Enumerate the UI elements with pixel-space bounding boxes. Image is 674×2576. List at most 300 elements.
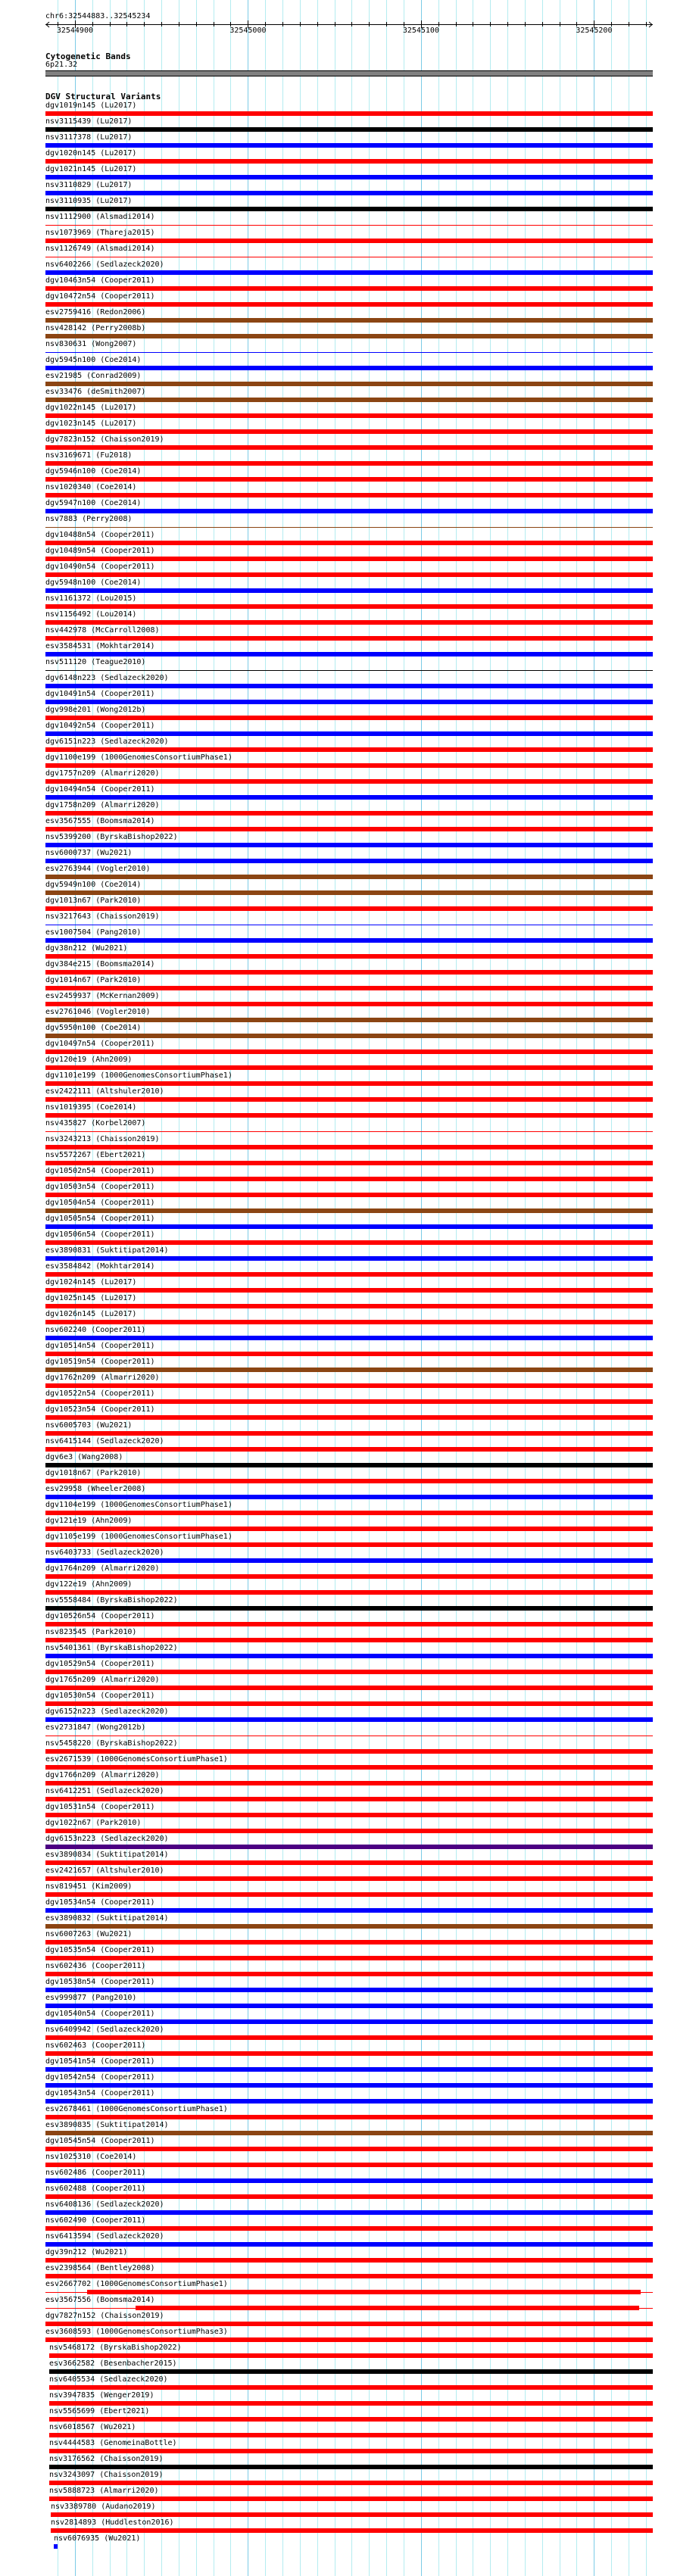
sv-track-row[interactable] [0,1739,674,1755]
sv-track-row[interactable] [0,547,674,563]
sv-track-row[interactable] [0,2041,674,2057]
sv-track-row[interactable] [0,1771,674,1787]
sv-track-row[interactable] [0,324,674,340]
sv-feature-bar[interactable] [45,127,653,132]
sv-track-row[interactable] [0,849,674,865]
sv-feature-bar[interactable] [49,2433,653,2437]
sv-track-row[interactable] [0,1469,674,1485]
sv-track-row[interactable] [0,2455,674,2471]
sv-feature-bar[interactable] [45,1749,653,1754]
sv-feature-bar[interactable] [45,1065,653,1070]
sv-track-row[interactable] [0,2089,674,2105]
sv-track-row[interactable] [0,515,674,531]
sv-feature-bar[interactable] [45,1765,653,1770]
sv-feature-bar[interactable] [45,1304,653,1308]
sv-track-row[interactable] [0,1787,674,1803]
sv-feature-bar[interactable] [54,2544,58,2549]
sv-track-row[interactable] [0,2057,674,2073]
sv-feature-bar[interactable] [45,318,653,323]
sv-track-row[interactable] [0,1167,674,1183]
sv-track-row[interactable] [0,610,674,626]
sv-track-row[interactable] [0,753,674,769]
sv-feature-bar[interactable] [45,811,653,816]
sv-feature-bar[interactable] [45,1447,653,1452]
sv-feature-bar[interactable] [49,2417,653,2422]
sv-feature-line[interactable] [45,352,653,353]
sv-feature-bar[interactable] [136,2306,639,2310]
sv-feature-bar[interactable] [45,382,653,386]
sv-track-row[interactable] [0,2359,674,2375]
sv-track-row[interactable] [0,181,674,197]
sv-track-row[interactable] [0,1835,674,1851]
sv-track-row[interactable] [0,769,674,785]
sv-feature-bar[interactable] [45,1320,653,1324]
sv-track-row[interactable] [0,1660,674,1676]
sv-feature-bar[interactable] [45,1288,653,1293]
sv-feature-bar[interactable] [45,795,653,800]
sv-feature-bar[interactable] [45,366,653,370]
sv-feature-bar[interactable] [45,1399,653,1404]
sv-feature-bar[interactable] [49,2353,653,2358]
sv-track-row[interactable] [0,340,674,356]
sv-track-row[interactable] [0,2248,674,2264]
sv-track-row[interactable] [0,722,674,738]
sv-feature-bar[interactable] [45,1542,653,1547]
sv-track-row[interactable] [0,2518,674,2534]
sv-feature-bar[interactable] [45,2115,653,2119]
sv-feature-bar[interactable] [45,1797,653,1801]
sv-track-row[interactable] [0,372,674,388]
sv-track-row[interactable] [0,944,674,960]
sv-track-row[interactable] [0,1040,674,1056]
sv-feature-bar[interactable] [45,1606,653,1611]
sv-feature-bar[interactable] [45,143,653,148]
sv-feature-bar[interactable] [45,1845,653,1849]
sv-track-row[interactable] [0,435,674,451]
sv-feature-bar[interactable] [45,1590,653,1595]
sv-track-row[interactable] [0,2153,674,2169]
sv-feature-bar[interactable] [45,636,653,641]
sv-track-row[interactable] [0,2169,674,2185]
sv-feature-bar[interactable] [45,1113,653,1118]
sv-feature-bar[interactable] [45,2083,653,2088]
sv-feature-bar[interactable] [45,1527,653,1531]
sv-feature-bar[interactable] [45,2067,653,2072]
sv-feature-bar[interactable] [45,938,653,943]
sv-feature-bar[interactable] [45,906,653,911]
sv-track-row[interactable] [0,2010,674,2026]
sv-feature-bar[interactable] [45,1097,653,1102]
sv-feature-bar[interactable] [45,843,653,847]
sv-feature-bar[interactable] [45,461,653,466]
sv-feature-bar[interactable] [51,2512,653,2517]
sv-feature-bar[interactable] [45,445,653,450]
sv-feature-bar[interactable] [45,2242,653,2247]
sv-track-row[interactable] [0,642,674,658]
sv-track-row[interactable] [0,1008,674,1024]
sv-track-row[interactable] [0,912,674,928]
sv-track-row[interactable] [0,1278,674,1294]
sv-track-row[interactable] [0,833,674,849]
sv-feature-bar[interactable] [49,2496,653,2501]
sv-track-row[interactable] [0,1930,674,1946]
sv-track-row[interactable] [0,2121,674,2137]
sv-feature-bar[interactable] [45,2163,653,2167]
sv-feature-bar[interactable] [45,875,653,879]
sv-feature-bar[interactable] [45,1940,653,1944]
sv-track-row[interactable] [0,563,674,579]
sv-track-row[interactable] [0,579,674,594]
sv-feature-bar[interactable] [49,2369,653,2374]
sv-feature-bar[interactable] [45,684,653,688]
sv-track-row[interactable] [0,2503,674,2518]
sv-track-row[interactable] [0,419,674,435]
sv-track-row[interactable] [0,2296,674,2312]
sv-feature-bar[interactable] [45,1415,653,1420]
sv-track-row[interactable] [0,881,674,897]
sv-feature-line[interactable] [45,527,653,528]
sv-feature-bar[interactable] [45,2322,653,2326]
sv-feature-bar[interactable] [45,2258,653,2263]
sv-track-row[interactable] [0,976,674,992]
sv-feature-bar[interactable] [45,557,653,561]
sv-feature-bar[interactable] [49,2449,653,2453]
sv-track-row[interactable] [0,451,674,467]
sv-feature-bar[interactable] [45,1272,653,1277]
sv-track-row[interactable] [0,483,674,499]
sv-track-row[interactable] [0,1310,674,1326]
sv-feature-bar[interactable] [45,1352,653,1356]
sv-feature-bar[interactable] [45,1002,653,1006]
sv-track-row[interactable] [0,992,674,1008]
sv-feature-bar[interactable] [45,111,653,116]
sv-track-row[interactable] [0,1533,674,1548]
sv-track-row[interactable] [0,1135,674,1151]
sv-track-row[interactable] [0,817,674,833]
sv-track-row[interactable] [0,2232,674,2248]
sv-feature-bar[interactable] [45,413,653,418]
sv-track-row[interactable] [0,1867,674,1882]
sv-track-row[interactable] [0,1596,674,1612]
sv-feature-bar[interactable] [45,493,653,497]
sv-track-row[interactable] [0,229,674,245]
sv-feature-bar[interactable] [45,1574,653,1579]
sv-track-row[interactable] [0,1882,674,1898]
sv-feature-bar[interactable] [45,2210,653,2215]
sv-track-row[interactable] [0,594,674,610]
sv-feature-bar[interactable] [45,1511,653,1515]
sv-track-row[interactable] [0,1580,674,1596]
sv-feature-bar[interactable] [45,1876,653,1881]
sv-feature-bar[interactable] [45,954,653,959]
sv-feature-bar[interactable] [49,2385,653,2390]
sv-feature-bar[interactable] [45,398,653,402]
sv-track-row[interactable] [0,1199,674,1215]
sv-track-row[interactable] [0,1151,674,1167]
sv-track-row[interactable] [0,1326,674,1342]
sv-feature-bar[interactable] [45,270,653,275]
sv-feature-bar[interactable] [45,1383,653,1388]
sv-feature-bar[interactable] [45,1081,653,1086]
sv-track-row[interactable] [0,499,674,515]
sv-track-row[interactable] [0,1978,674,1994]
sv-track-row[interactable] [0,467,674,483]
sv-track-row[interactable] [0,1071,674,1087]
sv-feature-bar[interactable] [45,1908,653,1913]
sv-track-row[interactable] [0,165,674,181]
sv-feature-bar[interactable] [45,2226,653,2231]
sv-track-row[interactable] [0,1358,674,1374]
sv-track-row[interactable] [0,356,674,372]
sv-feature-bar[interactable] [45,509,653,513]
sv-feature-bar[interactable] [45,588,653,593]
sv-feature-bar[interactable] [45,477,653,482]
sv-feature-bar[interactable] [45,1717,653,1722]
sv-feature-bar[interactable] [45,2178,653,2183]
sv-feature-bar[interactable] [45,1034,653,1038]
sv-track-row[interactable] [0,1103,674,1119]
sv-feature-bar[interactable] [45,779,653,784]
sv-feature-bar[interactable] [49,2401,653,2406]
cytoband-bar[interactable] [45,70,653,76]
sv-feature-bar[interactable] [45,572,653,577]
sv-track-row[interactable] [0,2534,674,2550]
sv-track-row[interactable] [0,2423,674,2439]
sv-feature-bar[interactable] [45,1208,653,1213]
sv-track-row[interactable] [0,1819,674,1835]
sv-track-row[interactable] [0,1056,674,1071]
sv-feature-bar[interactable] [45,2194,653,2199]
sv-feature-bar[interactable] [45,2131,653,2135]
sv-track-row[interactable] [0,2105,674,2121]
sv-track-row[interactable] [0,1994,674,2010]
sv-track-row[interactable] [0,308,674,324]
sv-feature-bar[interactable] [45,1558,653,1563]
sv-track-row[interactable] [0,1119,674,1135]
sv-feature-bar[interactable] [51,2528,653,2533]
sv-feature-bar[interactable] [45,986,653,990]
sv-track-row[interactable] [0,245,674,260]
sv-track-row[interactable] [0,2471,674,2487]
sv-feature-bar[interactable] [49,2481,653,2485]
sv-track-row[interactable] [0,897,674,912]
sv-feature-bar[interactable] [45,2004,653,2008]
sv-feature-bar[interactable] [45,1256,653,1261]
sv-feature-bar[interactable] [45,652,653,656]
sv-feature-bar[interactable] [45,1924,653,1929]
sv-track-row[interactable] [0,2280,674,2296]
sv-feature-bar[interactable] [45,1654,653,1658]
sv-feature-bar[interactable] [45,731,653,736]
sv-feature-bar[interactable] [45,1479,653,1483]
sv-track-row[interactable] [0,2439,674,2455]
sv-feature-bar[interactable] [45,620,653,625]
sv-feature-bar[interactable] [45,700,653,704]
sv-feature-bar[interactable] [49,2465,653,2469]
sv-track-row[interactable] [0,1405,674,1421]
sv-feature-bar[interactable] [45,1240,653,1245]
sv-feature-bar[interactable] [87,2290,641,2294]
sv-track-row[interactable] [0,1501,674,1517]
sv-feature-bar[interactable] [45,1161,653,1165]
sv-track-row[interactable] [0,1914,674,1930]
sv-track-row[interactable] [0,149,674,165]
sv-feature-bar[interactable] [45,2274,653,2278]
sv-feature-bar[interactable] [45,1431,653,1436]
sv-track-row[interactable] [0,1612,674,1628]
sv-feature-bar[interactable] [45,239,653,243]
sv-track-row[interactable] [0,1453,674,1469]
sv-feature-bar[interactable] [45,1018,653,1022]
sv-track-row[interactable] [0,1946,674,1962]
sv-track-row[interactable] [0,1644,674,1660]
sv-feature-bar[interactable] [45,1224,653,1229]
sv-track-row[interactable] [0,1374,674,1389]
sv-feature-bar[interactable] [45,1638,653,1642]
sv-feature-bar[interactable] [45,1049,653,1054]
sv-feature-bar[interactable] [45,716,653,720]
sv-track-row[interactable] [0,1087,674,1103]
sv-feature-bar[interactable] [45,334,653,338]
sv-feature-bar[interactable] [45,541,653,545]
sv-track-row[interactable] [0,738,674,753]
sv-track-row[interactable] [0,117,674,133]
sv-track-row[interactable] [0,276,674,292]
sv-track-row[interactable] [0,292,674,308]
sv-feature-bar[interactable] [45,1177,653,1181]
sv-feature-bar[interactable] [45,1813,653,1817]
sv-track-row[interactable] [0,1421,674,1437]
sv-track-row[interactable] [0,1342,674,1358]
sv-feature-bar[interactable] [45,159,653,164]
sv-track-row[interactable] [0,1676,674,1692]
sv-feature-bar[interactable] [45,1829,653,1833]
sv-feature-bar[interactable] [45,286,653,291]
sv-track-row[interactable] [0,1389,674,1405]
sv-feature-bar[interactable] [45,1701,653,1706]
sv-feature-bar[interactable] [45,1988,653,1992]
sv-feature-bar[interactable] [45,890,653,895]
sv-feature-bar[interactable] [45,1670,653,1674]
sv-track-row[interactable] [0,690,674,706]
sv-track-row[interactable] [0,2312,674,2328]
sv-track-row[interactable] [0,1548,674,1564]
sv-feature-bar[interactable] [45,1463,653,1467]
sv-track-row[interactable] [0,2216,674,2232]
sv-track-row[interactable] [0,706,674,722]
sv-track-row[interactable] [0,1230,674,1246]
sv-feature-line[interactable] [45,1131,653,1132]
sv-feature-bar[interactable] [45,2147,653,2151]
sv-track-row[interactable] [0,1262,674,1278]
sv-feature-bar[interactable] [45,827,653,831]
sv-track-row[interactable] [0,197,674,213]
sv-track-row[interactable] [0,1628,674,1644]
sv-track-row[interactable] [0,1024,674,1040]
sv-feature-bar[interactable] [45,2337,653,2342]
sv-track-row[interactable] [0,1692,674,1707]
sv-feature-bar[interactable] [45,2019,653,2024]
sv-track-row[interactable] [0,2185,674,2200]
sv-track-row[interactable] [0,1437,674,1453]
sv-feature-bar[interactable] [45,1686,653,1690]
sv-track-row[interactable] [0,1707,674,1723]
sv-track-row[interactable] [0,1898,674,1914]
sv-track-row[interactable] [0,388,674,404]
sv-track-row[interactable] [0,1246,674,1262]
sv-track-row[interactable] [0,2026,674,2041]
sv-track-row[interactable] [0,2375,674,2391]
sv-feature-bar[interactable] [45,2099,653,2104]
sv-track-row[interactable] [0,865,674,881]
sv-track-row[interactable] [0,2200,674,2216]
sv-feature-bar[interactable] [45,1336,653,1340]
sv-feature-bar[interactable] [45,2035,653,2040]
sv-feature-bar[interactable] [45,1368,653,1372]
sv-track-row[interactable] [0,2407,674,2423]
sv-track-row[interactable] [0,674,674,690]
sv-track-row[interactable] [0,2073,674,2089]
sv-track-row[interactable] [0,801,674,817]
sv-feature-bar[interactable] [45,1495,653,1499]
sv-track-row[interactable] [0,1183,674,1199]
sv-track-row[interactable] [0,1755,674,1771]
sv-track-row[interactable] [0,2328,674,2344]
sv-feature-bar[interactable] [45,1972,653,1976]
sv-track-row[interactable] [0,785,674,801]
sv-track-row[interactable] [0,1215,674,1230]
sv-track-row[interactable] [0,1294,674,1310]
sv-track-row[interactable] [0,1723,674,1739]
sv-track-row[interactable] [0,2391,674,2407]
sv-feature-line[interactable] [45,225,653,226]
sv-feature-bar[interactable] [45,604,653,609]
sv-feature-bar[interactable] [45,1622,653,1626]
sv-track-row[interactable] [0,213,674,229]
sv-track-row[interactable] [0,658,674,674]
sv-track-row[interactable] [0,404,674,419]
sv-feature-bar[interactable] [45,970,653,975]
sv-track-row[interactable] [0,626,674,642]
sv-feature-bar[interactable] [45,191,653,195]
sv-track-row[interactable] [0,1962,674,1978]
sv-feature-bar[interactable] [45,302,653,307]
sv-feature-bar[interactable] [45,207,653,211]
sv-track-row[interactable] [0,2137,674,2153]
sv-track-row[interactable] [0,1803,674,1819]
sv-track-row[interactable] [0,928,674,944]
sv-feature-line[interactable] [45,670,653,671]
sv-track-row[interactable] [0,531,674,547]
sv-feature-bar[interactable] [45,175,653,179]
sv-track-row[interactable] [0,2264,674,2280]
sv-track-row[interactable] [0,101,674,117]
sv-track-row[interactable] [0,1851,674,1867]
sv-feature-bar[interactable] [45,429,653,434]
sv-feature-bar[interactable] [45,1956,653,1960]
sv-feature-bar[interactable] [45,1781,653,1785]
sv-track-row[interactable] [0,2344,674,2359]
sv-track-row[interactable] [0,1564,674,1580]
sv-track-row[interactable] [0,960,674,976]
sv-feature-bar[interactable] [45,1892,653,1897]
sv-track-row[interactable] [0,133,674,149]
sv-feature-bar[interactable] [45,859,653,863]
sv-feature-bar[interactable] [45,747,653,752]
sv-feature-bar[interactable] [45,2051,653,2056]
sv-feature-bar[interactable] [45,1860,653,1865]
sv-track-row[interactable] [0,1485,674,1501]
